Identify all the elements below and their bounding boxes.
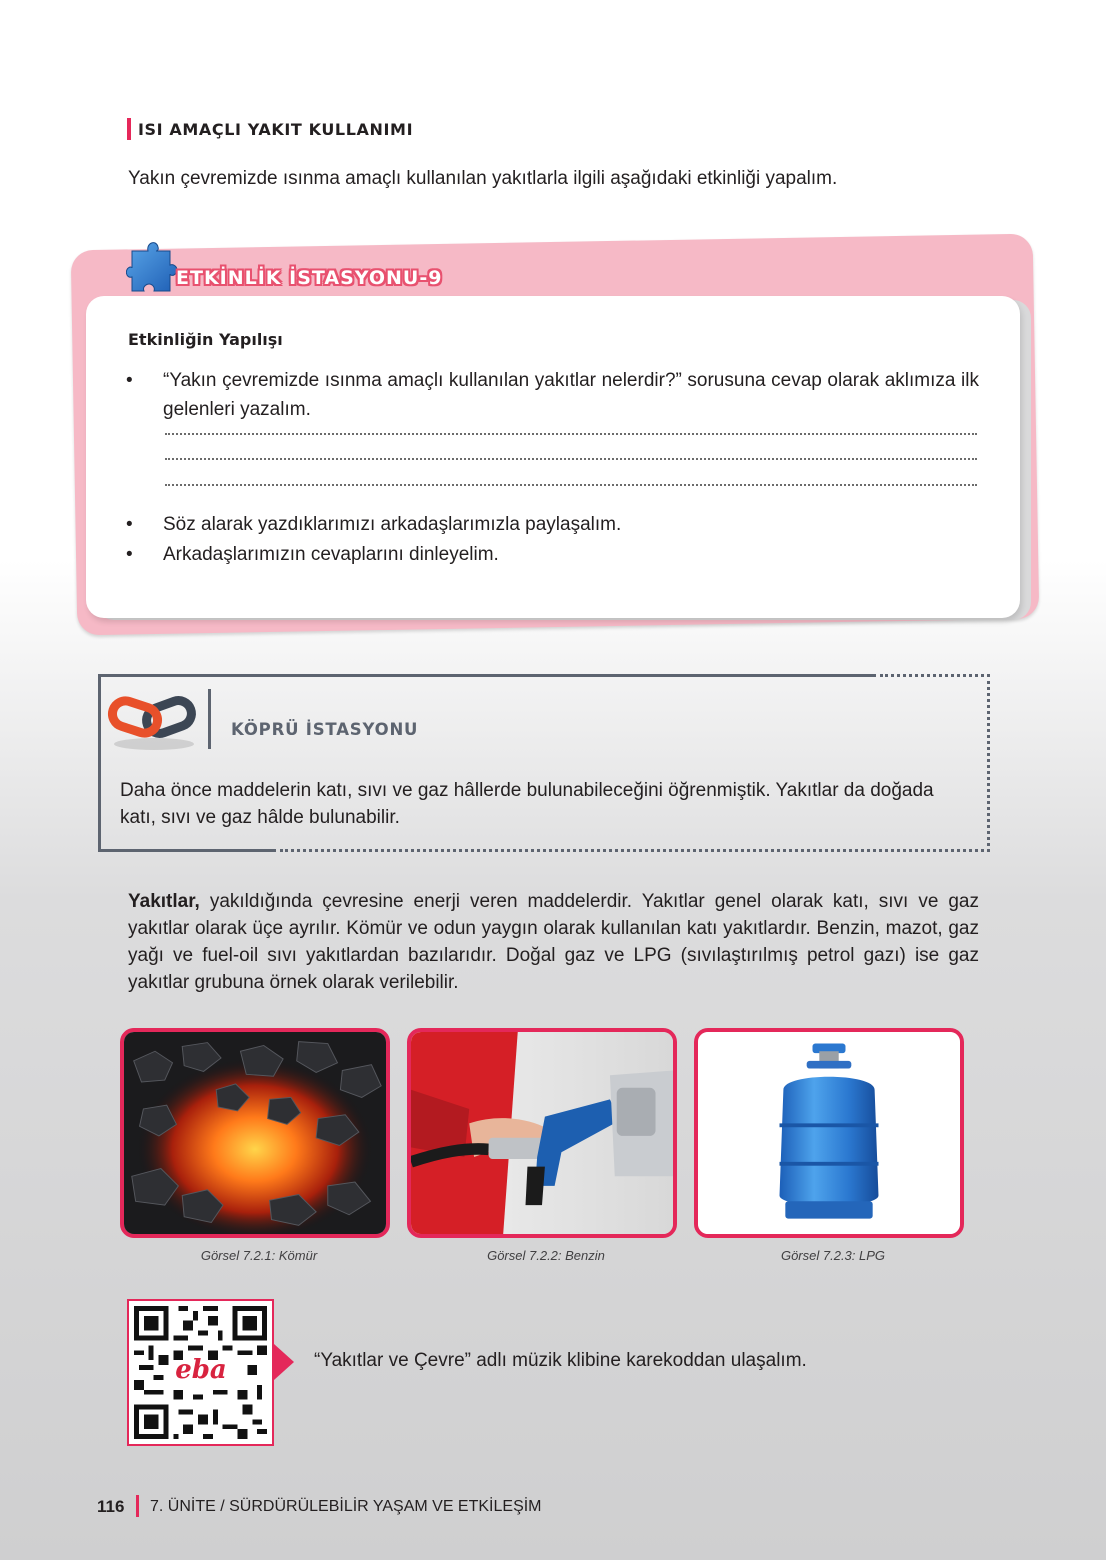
qr-pointer-icon	[274, 1344, 294, 1380]
coal-caption: Görsel 7.2.1: Kömür	[200, 1248, 318, 1263]
bridge-border	[100, 674, 876, 677]
bridge-border-dotted	[880, 674, 990, 677]
bridge-border	[98, 849, 276, 852]
bullet-marker: •	[126, 370, 133, 391]
answer-line-3[interactable]	[165, 484, 977, 486]
paragraph-bold-term: Yakıtlar,	[128, 891, 200, 912]
qr-description: “Yakıtlar ve Çevre” adlı müzik klibine karekoddan ulaşalım.	[314, 1350, 807, 1371]
eba-logo: eba	[175, 1355, 227, 1385]
answer-line-2[interactable]	[165, 458, 977, 460]
section-title: ISI AMAÇLI YAKIT KULLANIMI	[138, 119, 414, 139]
activity-bullet-1: “Yakın çevremizde ısınma amaçlı kullanılan yakıtlar nelerdir?” sorusuna cevap olarak aklımıza ilk gelenleri yazalım.	[163, 370, 979, 420]
answer-line-1[interactable]	[165, 433, 977, 435]
bullet-marker: •	[126, 514, 133, 535]
bridge-title: KÖPRÜ İSTASYONU	[231, 720, 419, 739]
section-accent-bar	[127, 118, 131, 140]
bridge-separator	[208, 689, 211, 749]
activity-bullet-3: Arkadaşlarımızın cevaplarını dinleyelim.	[163, 544, 499, 565]
activity-subtitle: Etkinliğin Yapılışı	[128, 330, 283, 349]
gasoline-caption: Görsel 7.2.2: Benzin	[487, 1248, 605, 1263]
bridge-text: Daha önce maddelerin katı, sıvı ve gaz hâllerde bulunabileceğini öğrenmiştik. Yakıtlar da doğada katı, sıvı ve gaz hâlde bulunabilir.	[120, 780, 934, 828]
bridge-border-dotted	[987, 674, 990, 852]
lpg-image	[694, 1028, 964, 1238]
chain-link-icon	[106, 690, 198, 752]
puzzle-icon	[126, 237, 182, 297]
bullet-marker: •	[126, 544, 133, 565]
page-number: 116	[97, 1497, 125, 1516]
bridge-border	[98, 674, 101, 852]
paragraph-body: yakıldığında çevresine enerji veren maddelerdir. Yakıtlar genel olarak katı, sıvı ve gaz yakıtlar olarak üçe ayrılır. Kömür ve odun yaygın olarak kullanılan katı yakıtlardır. Benzin, mazot, gaz yağı ve fuel-oil sıvı yakıtlardan bazılarıdır. Doğal gaz ve LPG (sıvılaştırılmış petrol gazı) ise gaz yakıtlar grubuna örnek olarak verilebilir.	[128, 891, 979, 993]
activity-title: ETKİNLİK İSTASYONU-9	[176, 267, 443, 289]
section-heading	[127, 118, 413, 140]
bridge-border-dotted	[280, 849, 990, 852]
fuel-paragraph	[128, 888, 979, 996]
qr-code[interactable]	[127, 1299, 274, 1446]
activity-bullet-2: Söz alarak yazdıklarımızı arkadaşlarımızla paylaşalım.	[163, 514, 622, 535]
footer-accent-bar	[136, 1495, 139, 1517]
section-intro: Yakın çevremizde ısınma amaçlı kullanılan yakıtlarla ilgili aşağıdaki etkinliği yapalım.	[128, 168, 838, 189]
lpg-caption: Görsel 7.2.3: LPG	[780, 1248, 886, 1263]
coal-image	[120, 1028, 390, 1238]
gasoline-image	[407, 1028, 677, 1238]
footer-unit-title: 7. ÜNİTE / SÜRDÜRÜLEBİLİR YAŞAM VE ETKİLEŞİM	[150, 1498, 542, 1515]
